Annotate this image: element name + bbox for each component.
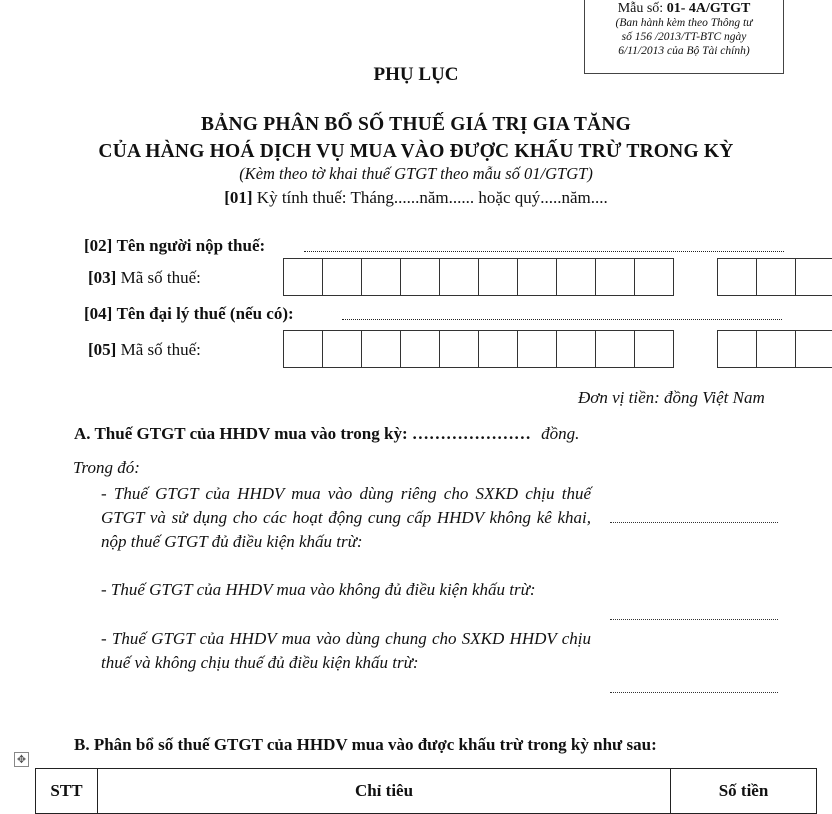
tin-digit-box[interactable] bbox=[595, 330, 635, 368]
tin-digit-box[interactable] bbox=[439, 330, 479, 368]
agent-tin-label bbox=[88, 340, 201, 360]
tin-digit-box[interactable] bbox=[634, 330, 674, 368]
tin-digit-box[interactable] bbox=[595, 258, 635, 296]
tax-period-code: [01] bbox=[224, 188, 253, 207]
section-a-amount-field[interactable]: ………………… bbox=[411, 424, 531, 443]
document-subtitle: (Kèm theo tờ khai thuế GTGT theo mẫu số 01/GTGT) bbox=[239, 164, 593, 183]
taxpayer-name-label bbox=[84, 236, 265, 256]
tin-digit-box[interactable] bbox=[478, 258, 518, 296]
allocation-table bbox=[35, 768, 817, 814]
tin-digit-box[interactable] bbox=[517, 258, 557, 296]
in-which-label: Trong đó: bbox=[73, 458, 140, 477]
section-b-heading: B. Phân bổ số thuế GTGT của HHDV mua vào được khấu trừ trong kỳ như sau: bbox=[74, 735, 657, 754]
tin-digit-box[interactable] bbox=[361, 330, 401, 368]
header-indicator: Chỉ tiêu bbox=[98, 769, 671, 814]
tin-digit-box[interactable] bbox=[322, 258, 362, 296]
taxpayer-tin-label bbox=[88, 268, 201, 288]
tin-suffix-box[interactable] bbox=[795, 330, 832, 368]
agent-name-text: Tên đại lý thuế (nếu có): bbox=[116, 304, 294, 323]
taxpayer-tin-text: Mã số thuế: bbox=[120, 268, 201, 287]
form-note-line-2: số 156 /2013/TT-BTC ngày bbox=[621, 31, 747, 43]
taxpayer-tin-code: [03] bbox=[88, 268, 117, 287]
document-title-line-2: CỦA HÀNG HOÁ DỊCH VỤ MUA VÀO ĐƯỢC KHẤU TRỪ TRONG KỲ bbox=[98, 141, 734, 162]
appendix-heading: PHỤ LỤC bbox=[373, 64, 459, 85]
tin-digit-box[interactable] bbox=[400, 330, 440, 368]
tax-period-text: Kỳ tính thuế: Tháng......năm...... hoặc quý.....năm.... bbox=[256, 188, 608, 207]
tin-suffix-box[interactable] bbox=[717, 330, 757, 368]
section-a-heading bbox=[74, 424, 579, 444]
table-header-row bbox=[36, 769, 817, 814]
form-code-label: Mẫu số: bbox=[617, 1, 664, 16]
tin-suffix-box[interactable] bbox=[756, 258, 796, 296]
tin-digit-box[interactable] bbox=[517, 330, 557, 368]
agent-tin-text: Mã số thuế: bbox=[120, 340, 201, 359]
tin-suffix-box[interactable] bbox=[756, 330, 796, 368]
form-note-line-3: 6/11/2013 của Bộ Tài chính) bbox=[618, 45, 750, 57]
agent-name-code: [04] bbox=[84, 304, 113, 323]
tin-digit-box[interactable] bbox=[478, 330, 518, 368]
section-a-item-3: - Thuế GTGT của HHDV mua vào dùng chung cho SXKD HHDV chịu thuế và không chịu thuế đủ điều kiện khấu trừ: bbox=[101, 629, 591, 672]
section-a-item-1-amount[interactable] bbox=[610, 522, 778, 523]
taxpayer-name-field[interactable] bbox=[304, 251, 784, 252]
section-a-item-2: - Thuế GTGT của HHDV mua vào không đủ điều kiện khấu trừ: bbox=[101, 580, 536, 599]
tin-digit-box[interactable] bbox=[556, 330, 596, 368]
form-code-box bbox=[584, 0, 784, 74]
tin-digit-box[interactable] bbox=[439, 258, 479, 296]
section-a-item-1: - Thuế GTGT của HHDV mua vào dùng riêng cho SXKD chịu thuế GTGT và sử dụng cho các hoạt động cung cấp HHDV không kê khai, nộp thuế GTGT đủ điều kiện khấu trừ: bbox=[101, 484, 591, 551]
taxpayer-tin-suffix-boxes[interactable] bbox=[718, 258, 832, 296]
taxpayer-tin-boxes[interactable] bbox=[284, 258, 674, 296]
header-amount: Số tiền bbox=[671, 769, 817, 814]
agent-tin-suffix-boxes[interactable] bbox=[718, 330, 832, 368]
section-a-label: A. Thuế GTGT của HHDV mua vào trong kỳ: bbox=[74, 424, 408, 443]
tin-suffix-box[interactable] bbox=[795, 258, 832, 296]
tin-digit-box[interactable] bbox=[400, 258, 440, 296]
tin-digit-box[interactable] bbox=[283, 330, 323, 368]
currency-unit: Đơn vị tiền: đồng Việt Nam bbox=[578, 388, 765, 407]
section-a-item-2-amount[interactable] bbox=[610, 619, 778, 620]
form-code bbox=[585, 2, 783, 16]
tin-suffix-box[interactable] bbox=[717, 258, 757, 296]
tin-digit-box[interactable] bbox=[556, 258, 596, 296]
section-a-unit: đồng. bbox=[541, 424, 580, 443]
table-move-handle-icon[interactable]: ✥ bbox=[14, 752, 29, 767]
taxpayer-name-text: Tên người nộp thuế: bbox=[116, 236, 266, 255]
tax-period-line bbox=[0, 188, 832, 208]
agent-tin-code: [05] bbox=[88, 340, 117, 359]
header-stt: STT bbox=[36, 769, 98, 814]
tin-digit-box[interactable] bbox=[283, 258, 323, 296]
form-code-value: 01- 4A/GTGT bbox=[666, 1, 751, 16]
section-a-item-3-amount[interactable] bbox=[610, 692, 778, 693]
tin-digit-box[interactable] bbox=[322, 330, 362, 368]
form-note-line-1: (Ban hành kèm theo Thông tư bbox=[615, 17, 753, 29]
agent-name-field[interactable] bbox=[342, 319, 782, 320]
agent-tin-boxes[interactable] bbox=[284, 330, 674, 368]
taxpayer-name-code: [02] bbox=[84, 236, 113, 255]
tin-digit-box[interactable] bbox=[361, 258, 401, 296]
document-title-line-1: BẢNG PHÂN BỔ SỐ THUẾ GIÁ TRỊ GIA TĂNG bbox=[201, 114, 631, 135]
tin-digit-box[interactable] bbox=[634, 258, 674, 296]
agent-name-label bbox=[84, 304, 294, 324]
